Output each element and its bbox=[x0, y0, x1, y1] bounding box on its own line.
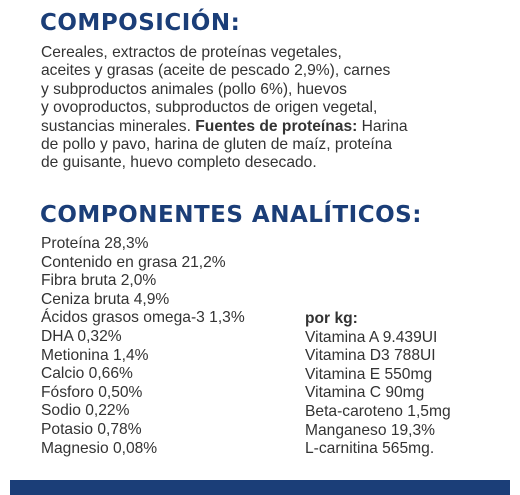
composition-line: de guisante, huevo completo desecado. bbox=[41, 154, 317, 172]
protein-sources-label: Fuentes de proteínas: bbox=[195, 117, 358, 135]
analytics-left-list bbox=[41, 235, 245, 458]
composition-heading: COMPOSICIÓN: bbox=[40, 10, 241, 36]
analytic-item: Ceniza bruta 4,9% bbox=[41, 290, 170, 308]
per-kg-label: por kg: bbox=[305, 310, 358, 327]
composition-line: y ovoproductos, subproductos de origen vegetal, bbox=[41, 99, 378, 117]
vitamin-item: Vitamina D3 788UI bbox=[305, 347, 436, 365]
analytic-item: DHA 0,32% bbox=[41, 327, 122, 345]
footer-bar bbox=[0, 480, 520, 495]
analytic-item: Sodio 0,22% bbox=[41, 402, 130, 420]
composition-line-prefix: sustancias minerales. bbox=[41, 117, 196, 135]
analytic-item: Fibra bruta 2,0% bbox=[41, 272, 157, 290]
analytic-item: Metionina 1,4% bbox=[41, 346, 149, 364]
analytic-item: Proteína 28,3% bbox=[41, 235, 149, 252]
vitamin-item: Vitamina E 550mg bbox=[305, 365, 433, 383]
vitamin-item: Manganeso 19,3% bbox=[305, 421, 436, 439]
footer-bar-fill bbox=[10, 480, 510, 495]
vitamin-item: Beta-caroteno 1,5mg bbox=[305, 402, 451, 420]
analytic-item: Contenido en grasa 21,2% bbox=[41, 253, 226, 271]
vitamin-item: Vitamina C 90mg bbox=[305, 384, 425, 402]
analytics-right-list bbox=[305, 310, 451, 459]
analytic-item: Ácidos grasos omega-3 1,3% bbox=[41, 309, 245, 327]
composition-line-suffix: Harina bbox=[357, 117, 408, 135]
composition-line: de pollo y pavo, harina de gluten de maíz, proteína bbox=[41, 136, 393, 154]
composition-paragraph bbox=[41, 44, 481, 173]
vitamin-item: Vitamina A 9.439UI bbox=[305, 328, 438, 346]
vitamin-item: L-carnitina 565mg. bbox=[305, 440, 435, 458]
analytics-heading: COMPONENTES ANALÍTICOS: bbox=[40, 202, 422, 228]
composition-line: Cereales, extractos de proteínas vegetales, bbox=[41, 44, 342, 61]
composition-line: aceites y grasas (aceite de pescado 2,9%), carnes bbox=[41, 62, 391, 80]
composition-line: y subproductos animales (pollo 6%), huevos bbox=[41, 80, 347, 98]
analytic-item: Calcio 0,66% bbox=[41, 365, 133, 383]
analytic-item: Potasio 0,78% bbox=[41, 420, 142, 438]
composition-line bbox=[41, 118, 481, 136]
analytic-item: Magnesio 0,08% bbox=[41, 439, 158, 457]
analytic-item: Fósforo 0,50% bbox=[41, 383, 143, 401]
